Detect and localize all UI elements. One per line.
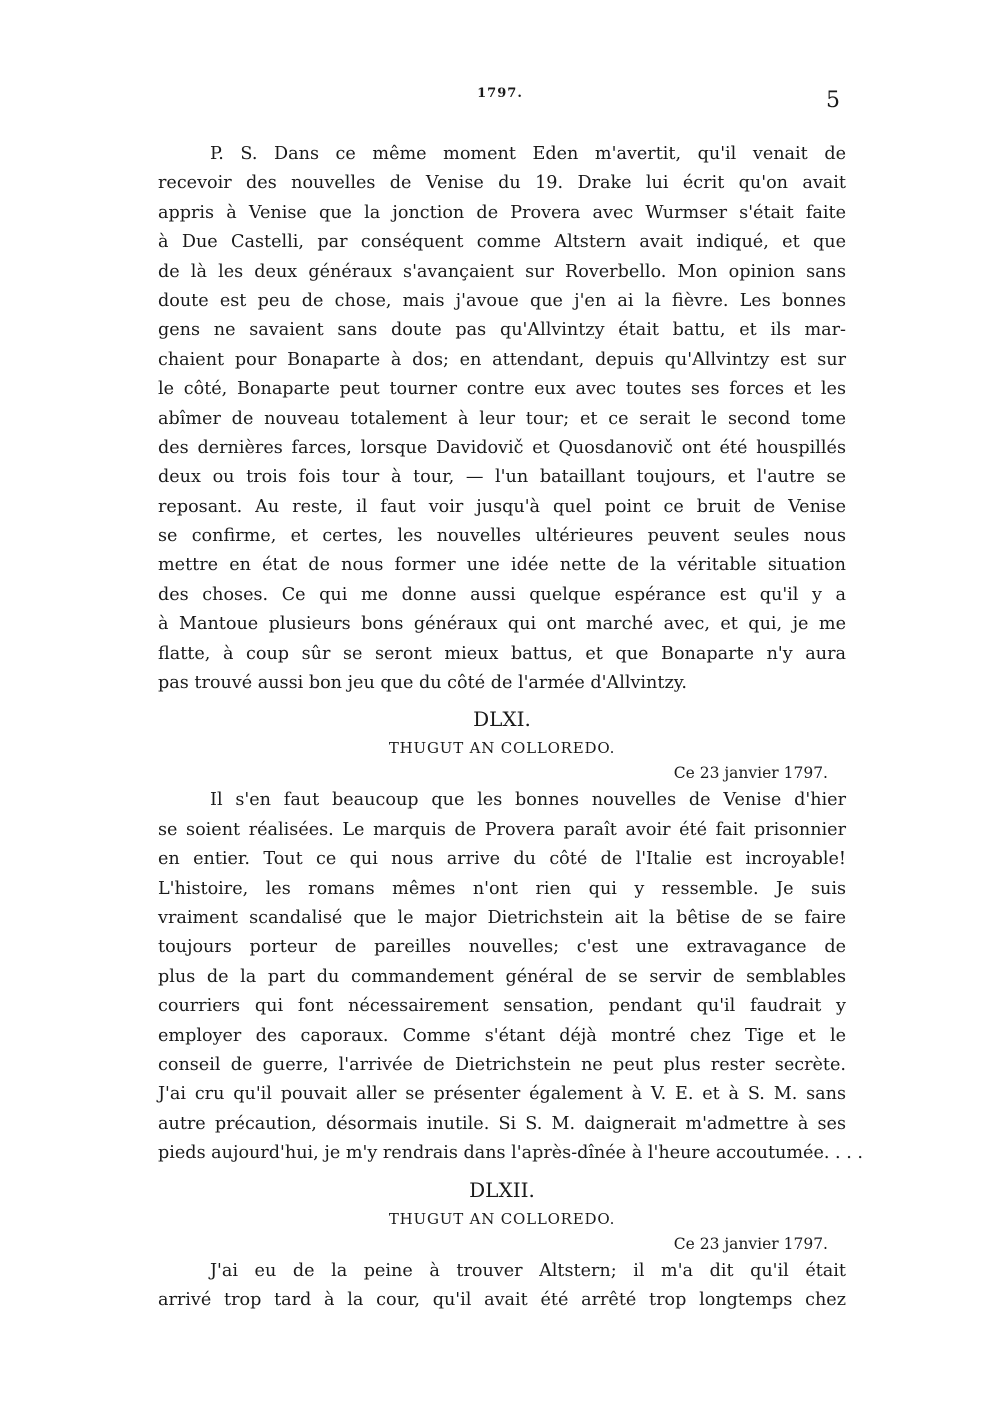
text-line: flatte, à coup sûr se seront mieux battus, et que Bonaparte n'y aura [158,643,846,664]
body-text [158,140,864,1315]
text-line: L'histoire, les romans mêmes n'ont rien qui y ressemble. Je suis [158,878,846,899]
text-line: Il s'en faut beaucoup que les bonnes nouvelles de Venise d'hier [210,790,846,811]
letter-562 [158,1173,846,1316]
text-line: J'ai eu de la peine à trouver Altstern; il m'a dit qu'il était [210,1260,846,1281]
text-line: autre précaution, désormais inutile. Si S. M. daignerait m'admettre à ses [158,1113,846,1134]
letter-561 [158,702,864,1168]
text-line: pas trouvé aussi bon jeu que du côté de l'armée d'Allvintzy. [158,673,687,694]
text-line: à Mantoue plusieurs bons généraux qui ont marché avec, et qui, je me [158,614,846,635]
text-line: se confirme, et certes, les nouvelles ultérieures peuvent seules nous [158,526,846,547]
text-line: à Due Castelli, par conséquent comme Altstern avait indiqué, et que [158,232,846,253]
text-line: reposant. Au reste, il faut voir jusqu'à quel point ce bruit de Venise [158,496,846,517]
text-line: conseil de guerre, l'arrivée de Dietrichstein ne peut plus rester secrète. [158,1054,846,1075]
text-line: recevoir des nouvelles de Venise du 19. Drake lui écrit qu'on avait [158,173,846,194]
text-line: le côté, Bonaparte peut tourner contre eux avec toutes ses forces et les [158,379,846,400]
text-line: mettre en état de nous former une idée nette de la véritable situation [158,555,846,576]
letter-date: Ce 23 janvier 1797. [673,764,828,783]
text-line: employer des caporaux. Comme s'étant déjà montré chez Tige et le [158,1025,846,1046]
text-line: P. S. Dans ce même moment Eden m'avertit, qu'il venait de [210,144,846,164]
text-line: toujours porteur de pareilles nouvelles; c'est une extravagance de [158,937,846,958]
text-line: gens ne savaient sans doute pas qu'Allvintzy était battu, et ils mar- [158,320,846,341]
text-line: des dernières farces, lorsque Davidovič et Quosdanovič ont été houspillés [158,437,846,458]
text-line: arrivé trop tard à la cour, qu'il avait été arrêté trop longtemps chez [158,1289,846,1310]
text-line: des choses. Ce qui me donne aussi quelque espérance est qu'il y a [158,584,846,605]
letter-title: THUGUT AN COLLOREDO. [388,739,616,758]
page-number: 5 [826,88,840,113]
text-line: plus de la part du commandement général de se servir de semblables [158,966,846,987]
text-line: doute est peu de chose, mais j'avoue que j'en ai la fièvre. Les bonnes [158,290,846,311]
running-title: 1797. [477,86,523,101]
text-line: deux ou trois fois tour à tour, — l'un bataillant toujours, et l'autre se [158,467,846,488]
letter-date: Ce 23 janvier 1797. [673,1234,828,1253]
letter-title: THUGUT AN COLLOREDO. [388,1209,616,1228]
text-line: vraiment scandalisé que le major Dietrichstein ait la bêtise de se faire [158,907,846,928]
text-line: abîmer de nouveau totalement à leur tour; et ce serait le second tome [158,408,846,429]
letter-number: DLXI. [473,707,531,732]
postscript-paragraph [158,140,846,698]
text-line: chaient pour Bonaparte à dos; en attendant, depuis qu'Allvintzy est sur [158,349,846,370]
text-line: de là les deux généraux s'avançaient sur Roverbello. Mon opinion sans [158,261,846,282]
text-line: courriers qui font nécessairement sensation, pendant qu'il faudrait y [158,996,846,1017]
letter-number: DLXII. [469,1177,535,1202]
text-line: en entier. Tout ce qui nous arrive du côté de l'Italie est incroyable! [158,849,846,870]
text-line: appris à Venise que la jonction de Provera avec Wurmser s'était faite [158,202,846,223]
text-line: J'ai cru qu'il pouvait aller se présenter également à V. E. et à S. M. sans [158,1084,846,1105]
text-line: se soient réalisées. Le marquis de Provera paraît avoir été fait prisonnier [158,819,846,840]
text-line: pieds aujourd'hui, je m'y rendrais dans l'après-dînée à l'heure accoutumée. . . . [158,1143,864,1164]
